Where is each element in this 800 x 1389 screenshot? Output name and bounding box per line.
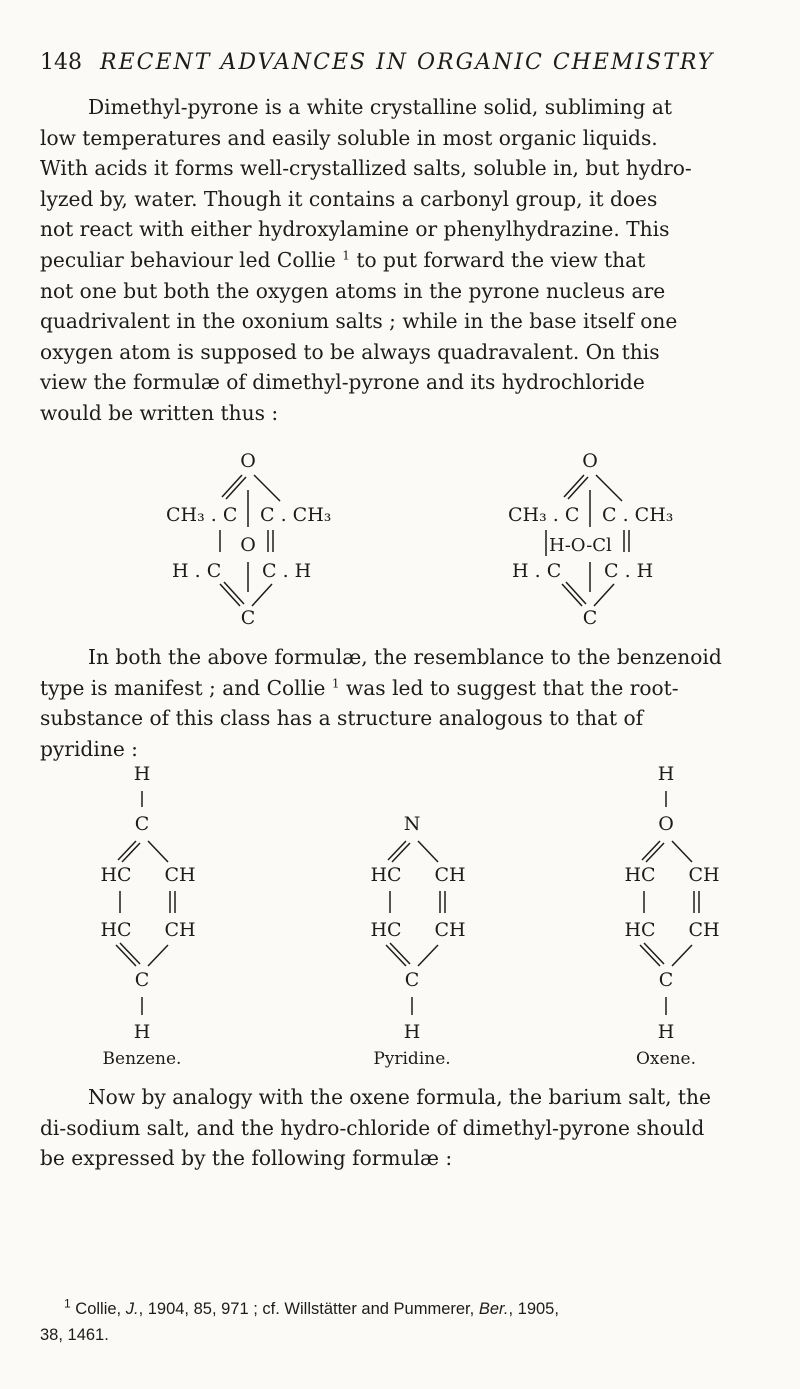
text-segment: peculiar behaviour led Collie (40, 247, 336, 272)
group-hc: HC (624, 919, 656, 941)
atom-top-o: O (658, 813, 674, 835)
caption-oxene: Oxene. (636, 1049, 696, 1069)
page-number: 148 (40, 50, 82, 75)
footnote-text: 38, 1461. (40, 1326, 109, 1344)
paragraph-benzenoid-type (40, 642, 755, 764)
text-line: pyridine : (40, 736, 138, 761)
group-hc: HC (100, 864, 132, 886)
caption-benzene: Benzene. (102, 1049, 182, 1069)
text-line: not one but both the oxygen atoms in the pyrone nucleus are (40, 278, 666, 303)
group-c-h-right: C . H (604, 560, 654, 582)
atom-bottom-h: H (657, 1021, 675, 1043)
footnote-reference[interactable]: 1 (331, 675, 340, 690)
footnote-journal: J. (125, 1300, 139, 1318)
atom-top-c: C (134, 813, 150, 835)
group-c-h-right: C . H (262, 560, 312, 582)
group-h-o-cl: H-O-Cl (549, 535, 612, 556)
text-line: With acids it forms well-crystallized salts, soluble in, but hydro- (40, 156, 692, 181)
structure-benzene (100, 763, 195, 1069)
atom-top-h: H (133, 763, 151, 785)
atom-bottom-h: H (403, 1021, 421, 1043)
formula-dimethyl-pyrone (166, 450, 331, 629)
group-c-ch3-right: C . CH₃ (260, 504, 332, 526)
footnote-reference[interactable]: 1 (342, 248, 350, 263)
text-line: quadrivalent in the oxonium salts ; while in the base itself one (40, 309, 678, 334)
atom-bottom-c: C (658, 969, 674, 991)
text-line (40, 673, 755, 704)
structure-oxene (624, 763, 719, 1069)
paragraph-oxene-analogy (40, 1082, 755, 1174)
structure-pyridine (370, 813, 465, 1069)
footnote-line (40, 1296, 559, 1318)
text-line: low temperatures and easily soluble in most organic liquids. (40, 125, 658, 150)
group-ch: CH (434, 919, 466, 941)
text-line: oxygen atom is supposed to be always quadravalent. On this (40, 339, 660, 364)
text-line: di-sodium salt, and the hydro-chloride of dimethyl-pyrone should (40, 1115, 705, 1140)
atom-bottom-h: H (133, 1021, 151, 1043)
formula-dimethyl-pyrone-hydrochloride (508, 450, 673, 629)
group-hc: HC (370, 864, 402, 886)
group-hc: HC (624, 864, 656, 886)
text-line: In both the above formulæ, the resemblance to the benzenoid (88, 645, 722, 669)
caption-pyridine: Pyridine. (373, 1049, 451, 1069)
text-line: be expressed by the following formulæ : (40, 1146, 453, 1171)
footnote-journal: Ber. (478, 1300, 509, 1318)
text-line: not react with either hydroxylamine or phenylhydrazine. This (40, 217, 670, 242)
group-h-c-left: H . C (172, 560, 222, 582)
footnote-text: , 1905, (508, 1300, 559, 1318)
text-line: lyzed by, water. Though it contains a carbonyl group, it does (40, 186, 658, 211)
footnote-text: , 1904, 85, 971 ; cf. Willstätter and Pummerer, (138, 1300, 479, 1318)
atom-top-o: O (582, 450, 598, 472)
group-hc: HC (100, 919, 132, 941)
group-ch: CH (688, 864, 720, 886)
atom-bottom-c: C (404, 969, 420, 991)
group-ch3-c-left: CH₃ . C (508, 504, 580, 526)
group-ch: CH (164, 919, 196, 941)
text-segment: to put forward the view that (356, 247, 646, 272)
atom-top-n: N (403, 813, 421, 835)
text-line: Now by analogy with the oxene formula, the barium salt, the (88, 1085, 711, 1109)
group-c-ch3-right: C . CH₃ (602, 504, 674, 526)
text-line: substance of this class has a structure analogous to that of (40, 706, 644, 731)
atom-ring-o: O (240, 534, 256, 556)
atom-bottom-c: C (134, 969, 150, 991)
text-line: Dimethyl-pyrone is a white crystalline solid, subliming at (88, 95, 672, 119)
footnote (40, 1296, 755, 1348)
group-ch: CH (688, 919, 720, 941)
footnote-text: Collie, (75, 1300, 126, 1318)
atom-bottom-c: C (582, 607, 598, 629)
group-hc: HC (370, 919, 402, 941)
group-ch: CH (164, 864, 196, 886)
group-ch: CH (434, 864, 466, 886)
footnote-mark: 1 (64, 1296, 71, 1311)
text-segment: was led to suggest that the root- (345, 675, 679, 700)
text-line: would be written thus : (40, 400, 279, 425)
group-ch3-c-left: CH₃ . C (166, 504, 238, 526)
group-h-c-left: H . C (512, 560, 562, 582)
running-title: RECENT ADVANCES IN ORGANIC CHEMISTRY (100, 50, 715, 75)
atom-bottom-c: C (240, 607, 256, 629)
text-line: view the formulæ of dimethyl-pyrone and its hydrochloride (40, 370, 645, 395)
text-segment: type is manifest ; and Collie (40, 675, 326, 700)
atom-top-o: O (240, 450, 256, 472)
atom-top-h: H (657, 763, 675, 785)
